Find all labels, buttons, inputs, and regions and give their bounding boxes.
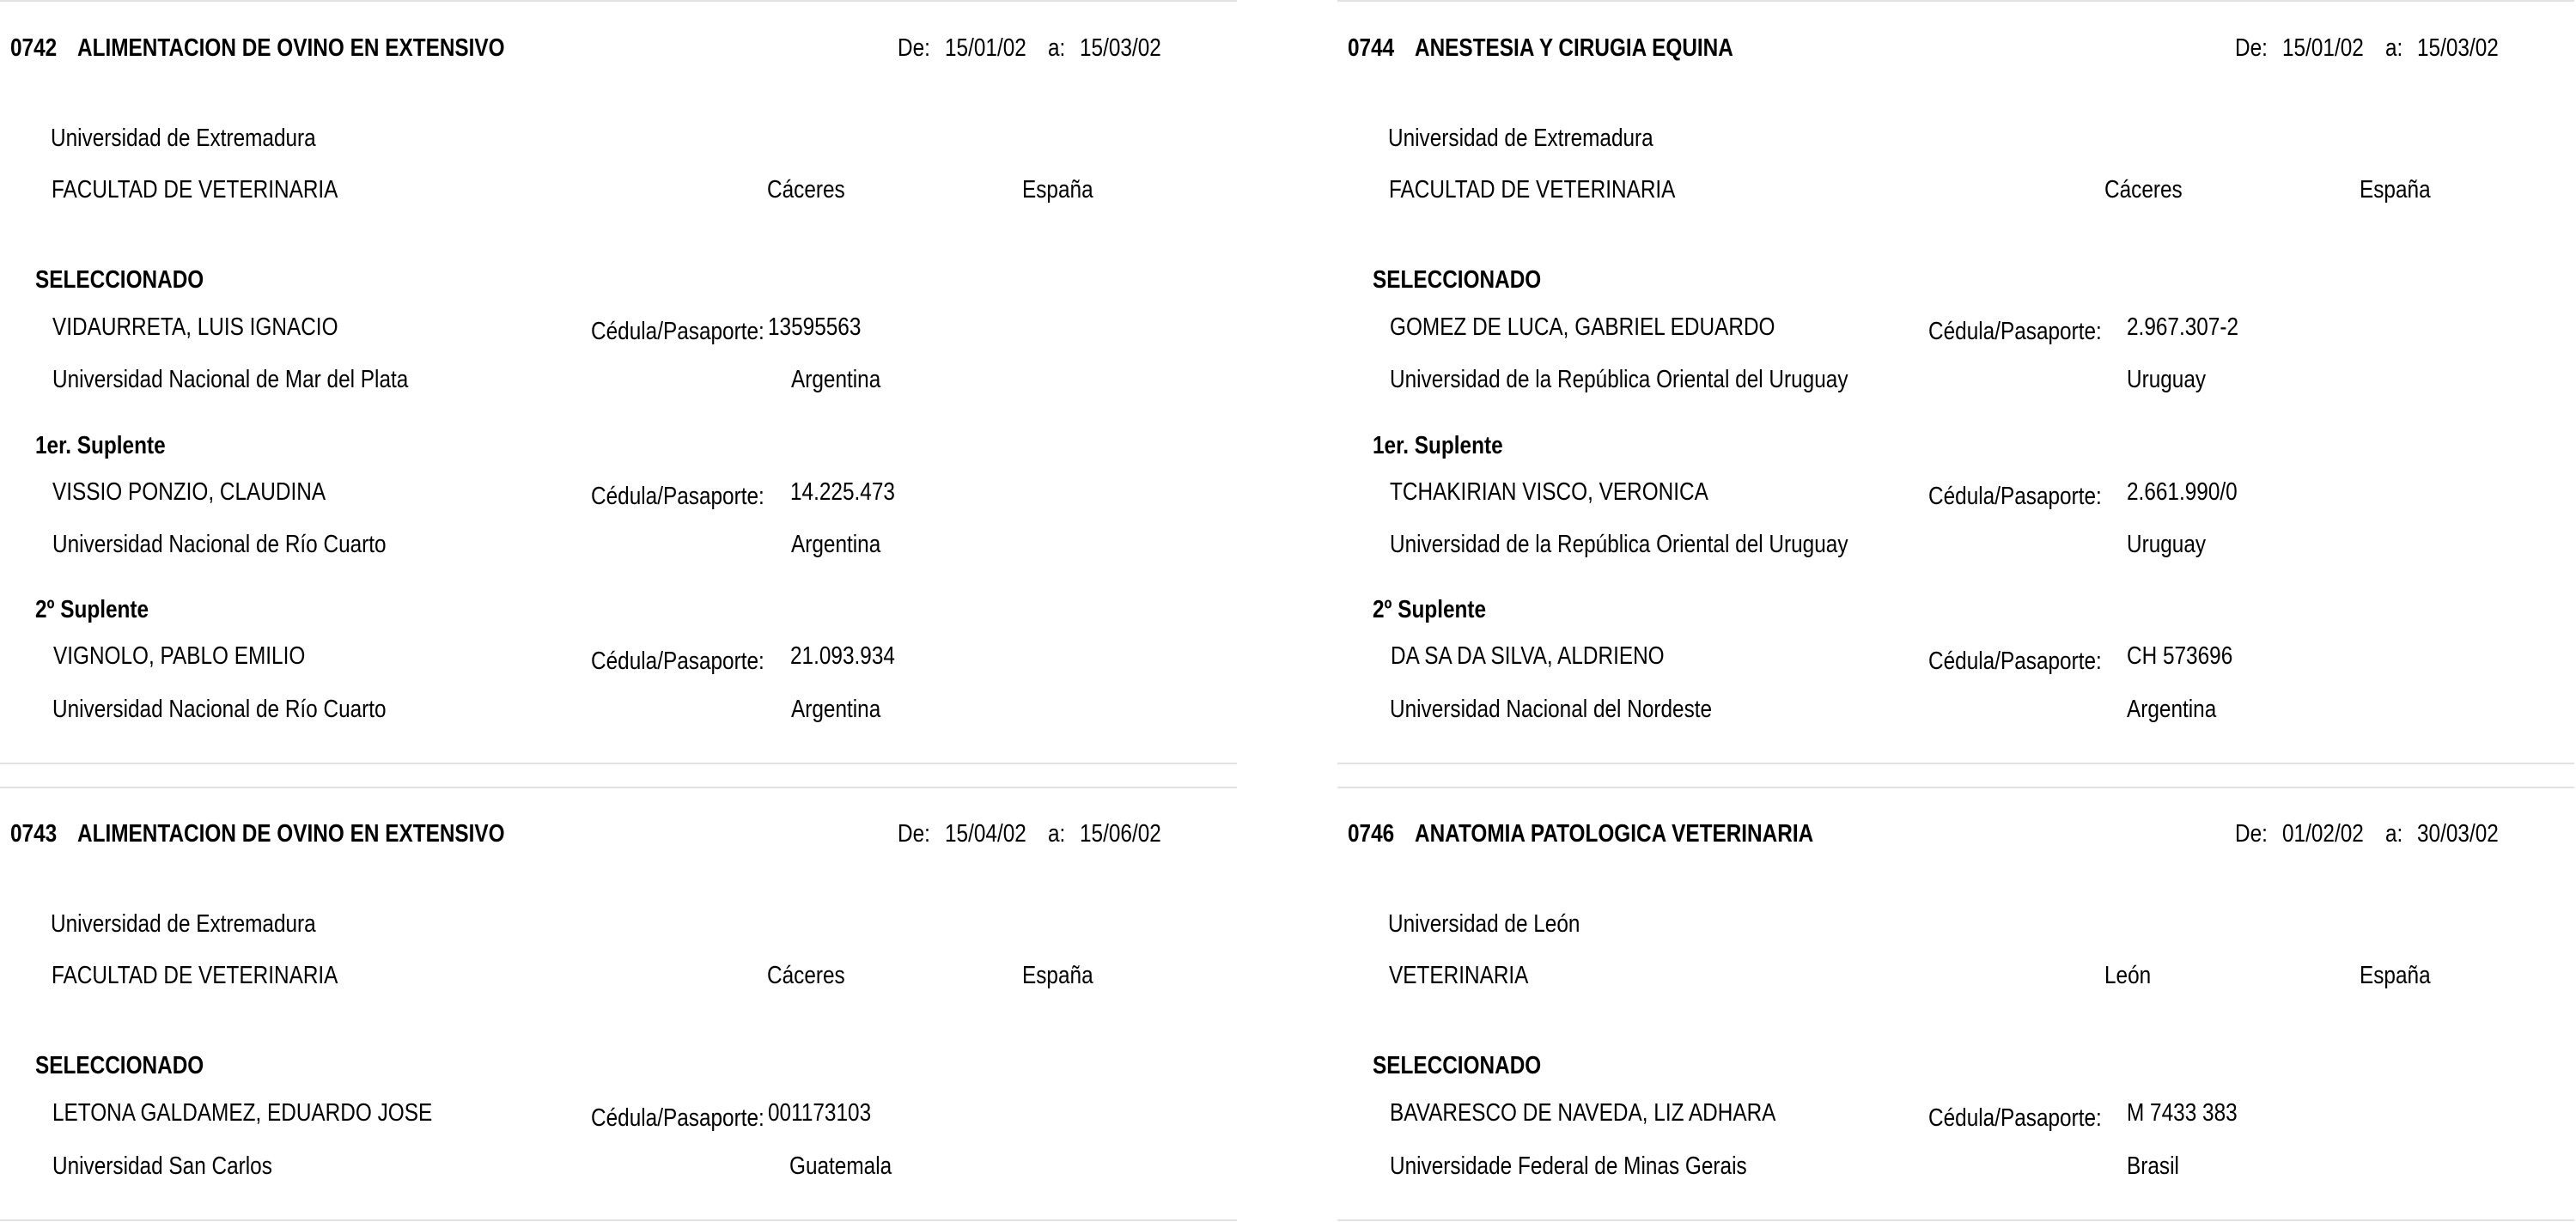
host-country: España xyxy=(2360,962,2431,989)
candidate-doc-label: Cédula/Pasaporte: xyxy=(1928,483,2102,510)
candidate-role: 1er. Suplente xyxy=(1373,432,1503,459)
candidate-institution: Universidad Nacional de Río Cuarto xyxy=(52,696,387,723)
candidate-role: 1er. Suplente xyxy=(35,432,166,459)
candidate-doc-label: Cédula/Pasaporte: xyxy=(591,647,764,675)
candidate-country: Uruguay xyxy=(2127,366,2207,393)
host-city: León xyxy=(2104,962,2152,989)
divider xyxy=(0,763,1237,764)
record-card xyxy=(1337,0,2574,764)
date-from: 15/04/02 xyxy=(945,820,1026,848)
date-to-label: a: xyxy=(1048,34,1066,62)
candidate-doc: CH 573696 xyxy=(2127,642,2233,670)
candidate-role: SELECCIONADO xyxy=(35,266,204,294)
candidate-institution: Universidad Nacional de Río Cuarto xyxy=(52,531,387,558)
date-to-label: a: xyxy=(2385,34,2403,62)
candidate-name: GOMEZ DE LUCA, GABRIEL EDUARDO xyxy=(1390,313,1775,341)
date-from: 01/02/02 xyxy=(2282,820,2364,848)
divider xyxy=(0,0,1237,2)
candidate-institution: Universidad Nacional del Nordeste xyxy=(1390,696,1713,723)
host-city: Cáceres xyxy=(767,176,845,204)
host-country: España xyxy=(1022,176,1093,204)
divider xyxy=(1337,1219,2574,1221)
candidate-role: SELECCIONADO xyxy=(1373,266,1542,294)
candidate-institution: Universidad de la República Oriental del Uruguay xyxy=(1390,366,1848,393)
host-university: Universidad de Extremadura xyxy=(51,910,316,938)
candidate-institution: Universidad San Carlos xyxy=(52,1152,272,1180)
host-city: Cáceres xyxy=(767,962,845,989)
candidate-doc: 001173103 xyxy=(768,1099,872,1127)
candidate-country: Guatemala xyxy=(789,1152,892,1180)
candidate-institution: Universidade Federal de Minas Gerais xyxy=(1390,1152,1747,1180)
candidate-name: VIGNOLO, PABLO EMILIO xyxy=(53,642,306,670)
date-to: 15/03/02 xyxy=(2417,34,2499,62)
date-from-label: De: xyxy=(2235,820,2268,848)
record-card xyxy=(0,787,1237,1222)
course-code: 0743 xyxy=(10,820,58,848)
candidate-doc-label: Cédula/Pasaporte: xyxy=(591,318,764,345)
candidate-name: TCHAKIRIAN VISCO, VERONICA xyxy=(1390,478,1708,506)
candidate-country: Argentina xyxy=(791,696,881,723)
candidate-country: Argentina xyxy=(791,531,881,558)
date-to: 15/03/02 xyxy=(1080,34,1161,62)
record-card xyxy=(0,0,1237,764)
date-to: 15/06/02 xyxy=(1080,820,1161,848)
host-university: Universidad de León xyxy=(1388,910,1580,938)
candidate-doc-label: Cédula/Pasaporte: xyxy=(1928,318,2102,345)
candidate-role: 2º Suplente xyxy=(35,596,149,623)
divider xyxy=(1337,763,2574,764)
course-code: 0742 xyxy=(10,34,58,62)
candidate-institution: Universidad Nacional de Mar del Plata xyxy=(52,366,409,393)
candidate-role: SELECCIONADO xyxy=(35,1052,204,1079)
date-from: 15/01/02 xyxy=(945,34,1026,62)
candidate-name: LETONA GALDAMEZ, EDUARDO JOSE xyxy=(52,1099,433,1127)
course-title: ANATOMIA PATOLOGICA VETERINARIA xyxy=(1415,820,1814,848)
host-faculty: FACULTAD DE VETERINARIA xyxy=(52,962,338,989)
candidate-name: BAVARESCO DE NAVEDA, LIZ ADHARA xyxy=(1390,1099,1776,1127)
candidate-doc: 2.967.307-2 xyxy=(2127,313,2239,341)
divider xyxy=(0,1219,1237,1221)
date-from-label: De: xyxy=(2235,34,2268,62)
course-title: ALIMENTACION DE OVINO EN EXTENSIVO xyxy=(77,820,505,848)
candidate-doc-label: Cédula/Pasaporte: xyxy=(591,1104,764,1132)
candidate-name: DA SA DA SILVA, ALDRIENO xyxy=(1391,642,1665,670)
candidate-role: 2º Suplente xyxy=(1373,596,1487,623)
candidate-doc: 14.225.473 xyxy=(790,478,895,506)
host-faculty: FACULTAD DE VETERINARIA xyxy=(1389,176,1676,204)
candidate-name: VISSIO PONZIO, CLAUDINA xyxy=(52,478,326,506)
candidate-name: VIDAURRETA, LUIS IGNACIO xyxy=(52,313,338,341)
candidate-doc-label: Cédula/Pasaporte: xyxy=(591,483,764,510)
candidate-role: SELECCIONADO xyxy=(1373,1052,1542,1079)
candidate-country: Argentina xyxy=(2127,696,2217,723)
candidate-country: Brasil xyxy=(2127,1152,2179,1180)
candidate-country: Uruguay xyxy=(2127,531,2207,558)
candidate-doc-label: Cédula/Pasaporte: xyxy=(1928,1104,2102,1132)
host-university: Universidad de Extremadura xyxy=(51,125,316,152)
candidate-doc-label: Cédula/Pasaporte: xyxy=(1928,647,2102,675)
course-code: 0744 xyxy=(1348,34,1395,62)
date-to: 30/03/02 xyxy=(2417,820,2499,848)
divider xyxy=(1337,0,2574,2)
record-card xyxy=(1337,787,2574,1222)
host-faculty: VETERINARIA xyxy=(1389,962,1529,989)
date-to-label: a: xyxy=(2385,820,2403,848)
date-from-label: De: xyxy=(898,820,930,848)
host-city: Cáceres xyxy=(2104,176,2183,204)
candidate-doc: 2.661.990/0 xyxy=(2127,478,2238,506)
host-faculty: FACULTAD DE VETERINARIA xyxy=(52,176,338,204)
candidate-doc: 21.093.934 xyxy=(790,642,895,670)
date-from: 15/01/02 xyxy=(2282,34,2364,62)
host-university: Universidad de Extremadura xyxy=(1388,125,1653,152)
divider xyxy=(0,787,1237,788)
host-country: España xyxy=(1022,962,1093,989)
candidate-institution: Universidad de la República Oriental del Uruguay xyxy=(1390,531,1848,558)
host-country: España xyxy=(2360,176,2431,204)
course-title: ANESTESIA Y CIRUGIA EQUINA xyxy=(1415,34,1733,62)
course-code: 0746 xyxy=(1348,820,1395,848)
date-from-label: De: xyxy=(898,34,930,62)
date-to-label: a: xyxy=(1048,820,1066,848)
candidate-doc: M 7433 383 xyxy=(2127,1099,2238,1127)
divider xyxy=(1337,787,2574,788)
candidate-doc: 13595563 xyxy=(768,313,862,341)
candidate-country: Argentina xyxy=(791,366,881,393)
course-title: ALIMENTACION DE OVINO EN EXTENSIVO xyxy=(77,34,505,62)
